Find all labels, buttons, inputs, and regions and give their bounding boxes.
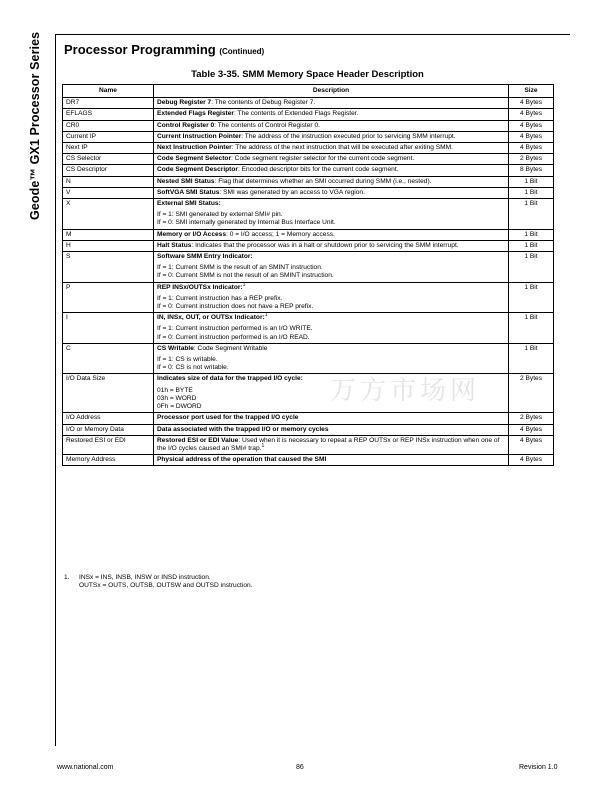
row-size: 1 Bit [509, 252, 554, 283]
header-size: Size [509, 85, 554, 98]
row-description-title: Physical address of the operation that caused the SMI [157, 456, 327, 464]
row-description [154, 165, 509, 176]
table-title: Table 3-35. SMM Memory Space Header Description [191, 69, 424, 80]
row-description-text: : Indicates that the processor was in a halt or shutdown prior to servicing the SMM interrupt. [191, 241, 459, 249]
table-row [63, 176, 554, 187]
row-description-title: Next Instruction Pointer [157, 144, 232, 152]
row-description-line: If = 1: Current instruction performed is an I/O WRITE. [157, 325, 313, 333]
row-description [154, 187, 509, 198]
row-description-text: : Code segment register selector for the current code segment. [231, 155, 415, 163]
table-row [63, 374, 554, 413]
table-row [63, 455, 554, 466]
row-description [154, 282, 509, 313]
row-description-text: : The contents of Control Register 0. [214, 121, 320, 129]
row-name: M [63, 229, 154, 240]
section-continued-label: (Continued) [219, 47, 265, 56]
row-description-text: : The address of the next instruction that will be executed after exiting SMM. [231, 144, 453, 152]
row-description-text: : SMI was generated by an access to VGA region. [219, 188, 365, 196]
row-name: V [63, 187, 154, 198]
row-description-line: If = 1: Current instruction has a REP prefix. [157, 294, 283, 302]
footer-revision: Revision 1.0 [519, 764, 558, 771]
row-size: 1 Bit [509, 187, 554, 198]
row-description-title: Extended Flags Register [157, 110, 234, 118]
row-description-title: Control Register 0 [157, 121, 215, 129]
row-size: 4 Bytes [509, 424, 554, 435]
table-row [63, 313, 554, 344]
row-name: Memory Address [63, 455, 154, 466]
row-description-line: If = 0: CS is not writable. [157, 364, 229, 372]
table-row [63, 282, 554, 313]
smm-header-table [62, 84, 554, 466]
row-description [154, 109, 509, 120]
row-description-text: : Used when it is necessary to repeat a REP OUTSx or REP INSx instruction when one of the I/O cycles caused an SMI# trap. [157, 436, 500, 452]
row-name: X [63, 199, 154, 230]
row-description-title: Halt Status [157, 241, 192, 249]
row-name: I/O Data Size [63, 374, 154, 413]
row-description [154, 154, 509, 165]
row-size: 1 Bit [509, 176, 554, 187]
row-description [154, 455, 509, 466]
footer-website: www.national.com [57, 764, 114, 771]
row-size: 1 Bit [509, 240, 554, 251]
side-series-title [28, 31, 42, 220]
row-description-text: : Encoded descriptor bits for the current code segment. [237, 166, 399, 174]
row-description-line: 03h = WORD [157, 394, 197, 402]
table-row [63, 424, 554, 435]
row-description-text: : The contents of Debug Register 7. [211, 99, 316, 107]
row-description-line: If = 0: Current SMM is not the result of an SMINT instruction. [157, 272, 334, 280]
header-description: Description [154, 85, 509, 98]
table-row [63, 98, 554, 109]
row-size: 4 Bytes [509, 131, 554, 142]
row-description-title: Indicates size of data for the trapped I/O cycle: [157, 375, 303, 383]
footnote-line-1: INSx = INS, INSB, INSW or INSD instruction. [79, 574, 211, 581]
row-description-line: 01h = BYTE [157, 386, 193, 394]
row-description-line: If = 1: SMI generated by external SMI# pin. [157, 211, 283, 219]
row-size: 4 Bytes [509, 109, 554, 120]
row-description [154, 176, 509, 187]
row-name: Current IP [63, 131, 154, 142]
side-series-title-text: Geode™ GX1 Processor Series [28, 31, 42, 220]
row-description [154, 98, 509, 109]
table-row [63, 131, 554, 142]
row-description-title: REP INSx/OUTSx Indicator: [157, 283, 243, 291]
watermark: 万方市场网 [330, 376, 481, 406]
row-name: Restored ESI or EDI [63, 435, 154, 454]
row-description-text: : Code Segment Writable [193, 344, 268, 352]
row-name: I/O or Memory Data [63, 424, 154, 435]
row-description-title: Code Segment Selector [157, 155, 232, 163]
row-size: 2 Bytes [509, 374, 554, 413]
row-description [154, 229, 509, 240]
row-description-text: : The contents of Extended Flags Register. [233, 110, 359, 118]
table-row [63, 120, 554, 131]
row-name: N [63, 176, 154, 187]
row-description-line: If = 1: CS is writable. [157, 356, 218, 364]
table-row [63, 343, 554, 374]
row-size: 4 Bytes [509, 98, 554, 109]
row-description-line: If = 0: Current instruction does not have a REP prefix. [157, 303, 314, 311]
row-description-text: : 0 = I/O access; 1 = Memory access. [226, 230, 335, 238]
row-name: EFLAGS [63, 109, 154, 120]
row-size: 1 Bit [509, 313, 554, 344]
row-description [154, 374, 509, 413]
row-description-title: SoftVGA SMI Status [157, 188, 220, 196]
row-description [154, 143, 509, 154]
table-row [63, 252, 554, 283]
row-description-title: Software SMM Entry Indicator: [157, 253, 253, 261]
row-description-title: Data associated with the trapped I/O or memory cycles [157, 425, 329, 433]
row-description-line: If = 0: Current instruction performed is an I/O READ. [157, 333, 310, 341]
row-description [154, 313, 509, 344]
row-name: I [63, 313, 154, 344]
row-name: I/O Address [63, 413, 154, 424]
row-description-title: Debug Register 7 [157, 99, 212, 107]
row-size: 4 Bytes [509, 143, 554, 154]
row-description [154, 424, 509, 435]
row-name: S [63, 252, 154, 283]
footnote-marker: 1 [264, 312, 268, 319]
row-description [154, 131, 509, 142]
row-name: P [63, 282, 154, 313]
table-row [63, 109, 554, 120]
row-name: CS Descriptor [63, 165, 154, 176]
row-description-title: Restored ESI or EDI Value [157, 436, 239, 444]
row-description-title: External SMI Status: [157, 200, 221, 208]
table-row [63, 229, 554, 240]
table-row [63, 165, 554, 176]
row-size: 4 Bytes [509, 120, 554, 131]
footnote-number: 1. [64, 574, 70, 581]
row-size: 1 Bit [509, 282, 554, 313]
row-name: H [63, 240, 154, 251]
row-description-line: If = 1: Current SMM is the result of an SMINT instruction. [157, 264, 323, 272]
table-body [63, 98, 554, 466]
row-size: 4 Bytes [509, 435, 554, 454]
row-description [154, 199, 509, 230]
row-description-text: : Flag that determines whether an SMI occurred during SMM (i.e., nested). [214, 177, 432, 185]
row-name: CR0 [63, 120, 154, 131]
footnote-marker: 1 [242, 281, 246, 288]
table-row [63, 143, 554, 154]
table-row [63, 187, 554, 198]
row-description [154, 343, 509, 374]
table-header-row [63, 85, 554, 98]
row-name: DR7 [63, 98, 154, 109]
row-description-title: CS Writable [157, 344, 194, 352]
table-row [63, 435, 554, 454]
row-description [154, 240, 509, 251]
table-row [63, 413, 554, 424]
row-description-title: Nested SMI Status [157, 177, 215, 185]
row-description [154, 120, 509, 131]
row-name: Next IP [63, 143, 154, 154]
table-row [63, 154, 554, 165]
row-description-text: : The address of the instruction executed prior to servicing SMM interrupt. [241, 132, 456, 140]
section-title-text: Processor Programming [64, 42, 216, 57]
row-description-title: IN, INSx, OUT, or OUTSx Indicator: [157, 314, 265, 322]
row-description-line: If = 0: SMI internally generated by Internal Bus Interface Unit. [157, 219, 336, 227]
row-description-title: Code Segment Descriptor [157, 166, 238, 174]
row-name: CS Selector [63, 154, 154, 165]
row-description-title: Processor port used for the trapped I/O cycle [157, 414, 299, 422]
footnote-marker: 1 [261, 442, 265, 449]
row-description-title: Current Instruction Pointer [157, 132, 242, 140]
row-description [154, 252, 509, 283]
table-row [63, 240, 554, 251]
row-size: 2 Bytes [509, 413, 554, 424]
header-name: Name [63, 85, 154, 98]
table-row [63, 199, 554, 230]
section-title [64, 42, 264, 57]
row-description-line: 0Fh = DWORD [157, 403, 202, 411]
row-description [154, 413, 509, 424]
footnote [64, 574, 253, 590]
row-size: 4 Bytes [509, 455, 554, 466]
row-size: 1 Bit [509, 343, 554, 374]
row-size: 1 Bit [509, 229, 554, 240]
footnote-line-2: OUTSx = OUTS, OUTSB, OUTSW and OUTSD instruction. [79, 582, 253, 590]
row-description [154, 435, 509, 454]
row-description-title: Memory or I/O Access [157, 230, 227, 238]
row-size: 2 Bytes [509, 154, 554, 165]
row-size: 1 Bit [509, 199, 554, 230]
row-name: C [63, 343, 154, 374]
footer-page-number: 86 [296, 764, 304, 771]
row-size: 8 Bytes [509, 165, 554, 176]
